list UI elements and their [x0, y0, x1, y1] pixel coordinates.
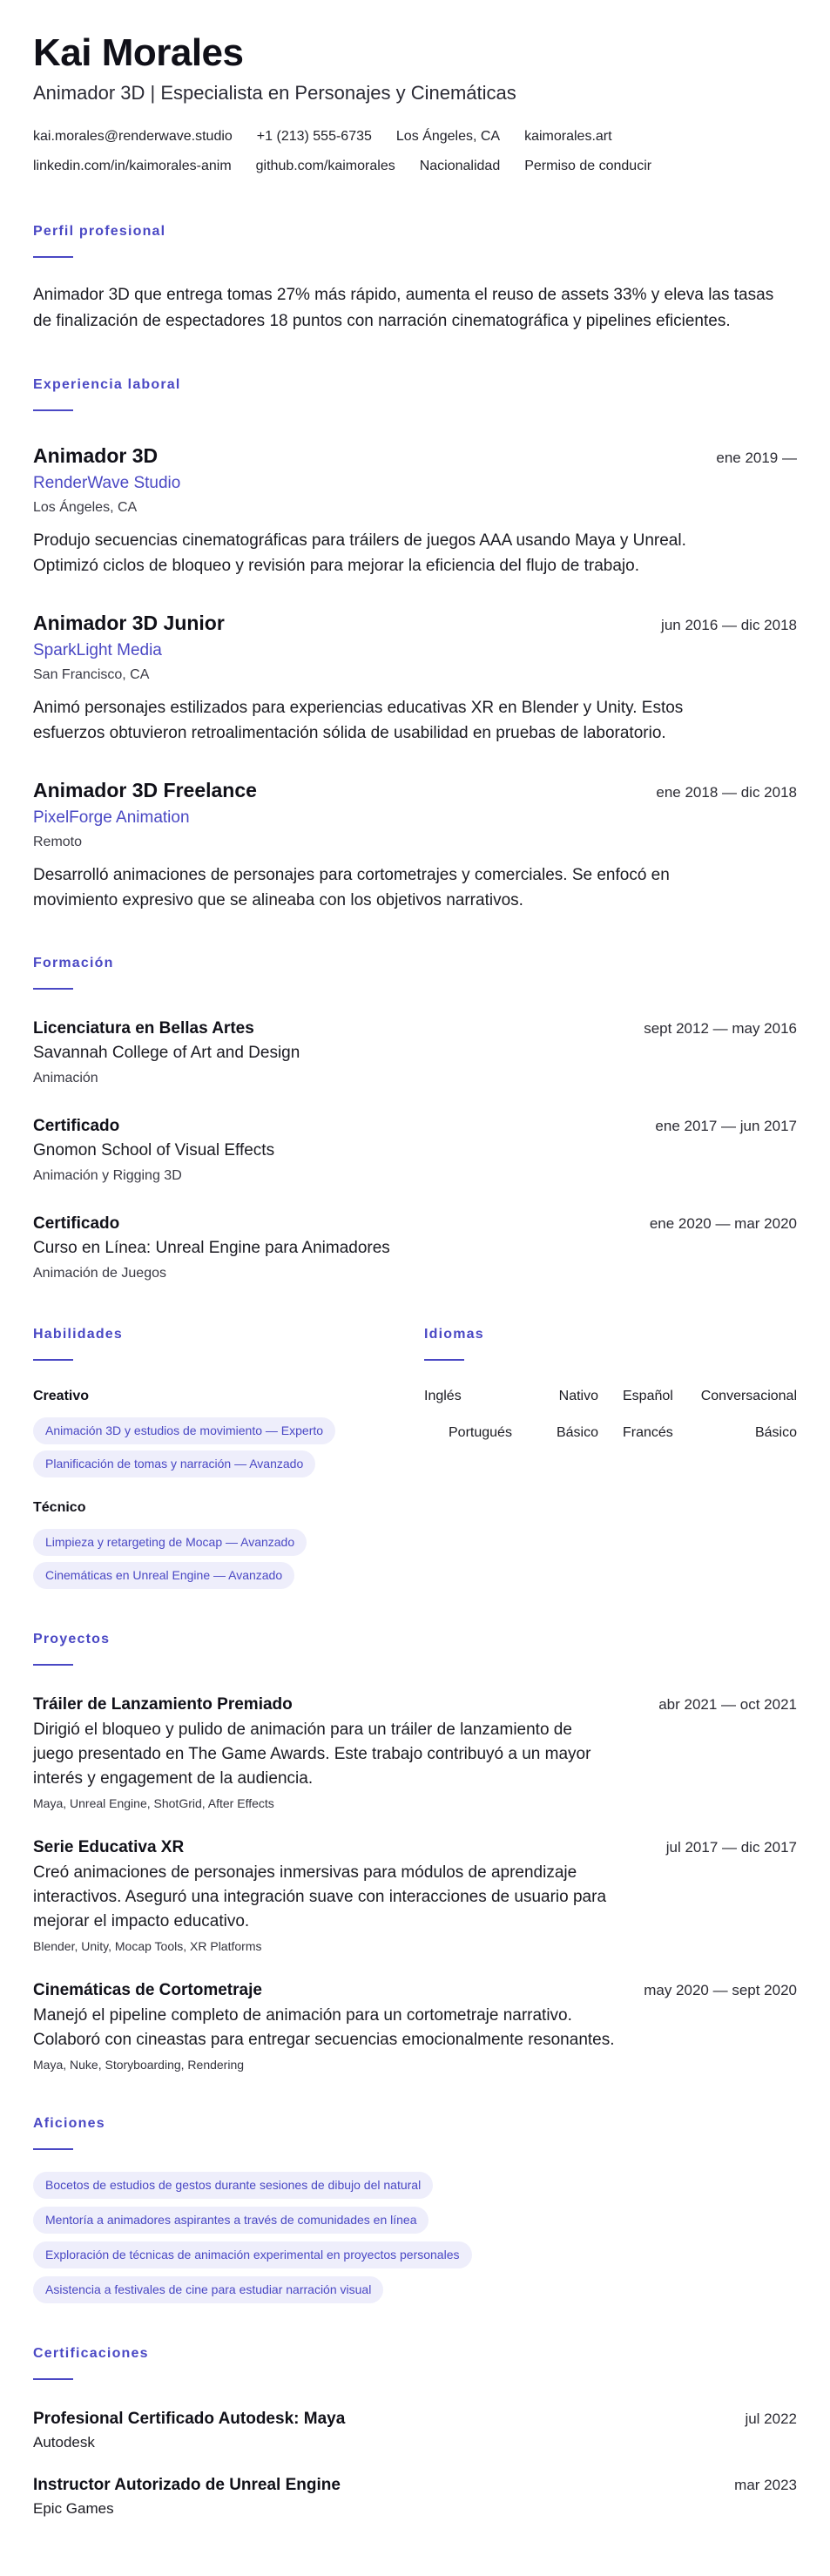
contact-email[interactable]: kai.morales@renderwave.studio: [33, 129, 233, 144]
candidate-headline: Animador 3D | Especialista en Personajes y Cinemáticas: [33, 82, 516, 104]
education-school: Savannah College of Art and Design: [33, 1044, 300, 1062]
language-item: [598, 1387, 797, 1406]
job-title: Animador 3D: [33, 444, 159, 467]
job-company: RenderWave Studio: [33, 474, 181, 492]
contact-list: [33, 122, 765, 181]
language-item: [598, 1423, 797, 1443]
project-tech: Maya, Unreal Engine, ShotGrid, After Effects: [33, 1796, 274, 1810]
section-divider: [33, 256, 73, 258]
section-title: Formación: [33, 956, 114, 970]
section-divider: [33, 2378, 73, 2380]
job-description: Animó personajes estilizados para experiencias educativas XR en Blender y Unity. Estos esfuerzos obtuvieron retroalimentación sólida de usabilidad en pruebas de laboratorio.: [33, 699, 684, 742]
certification-date: mar 2023: [734, 2477, 797, 2493]
certification-entry: [33, 2408, 797, 2453]
candidate-name: Kai Morales: [33, 31, 244, 74]
project-dates: may 2020 — sept 2020: [644, 1982, 797, 1998]
certification-entry: [33, 2474, 797, 2519]
section-divider: [424, 1359, 464, 1361]
hobby-pill: Bocetos de estudios de gestos durante sesiones de dibujo del natural: [33, 2172, 433, 2199]
project-description: Creó animaciones de personajes inmersivas para módulos de aprendizaje interactivos. Aseguró una integración suave con interacciones de usuario para mejorar el impacto educativo.: [33, 1863, 607, 1930]
section-divider: [33, 1664, 73, 1666]
contact-nationality: Nacionalidad: [419, 159, 501, 173]
project-entry: [33, 1836, 797, 1955]
language-name: Español: [623, 1389, 673, 1403]
skill-pill: Animación 3D y estudios de movimiento — Experto: [33, 1417, 335, 1444]
language-item: [424, 1387, 598, 1406]
hobby-pill: Asistencia a festivales de cine para estudiar narración visual: [33, 2276, 383, 2303]
education-school: Curso en Línea: Unreal Engine para Animadores: [33, 1239, 390, 1257]
certification-date: jul 2022: [745, 2410, 797, 2427]
section-divider: [33, 1359, 73, 1361]
education-entry: [33, 1115, 797, 1187]
education-degree: Certificado: [33, 1117, 120, 1135]
contact-location: Los Ángeles, CA: [395, 129, 501, 144]
project-title: Serie Educativa XR: [33, 1838, 185, 1856]
project-dates: jul 2017 — dic 2017: [665, 1839, 797, 1856]
skill-group: [33, 1523, 424, 1589]
education-field: Animación: [33, 1071, 98, 1085]
project-tech: Maya, Nuke, Storyboarding, Rendering: [33, 2058, 245, 2072]
skill-group: [33, 1411, 424, 1477]
education-dates: ene 2017 — jun 2017: [655, 1118, 797, 1134]
experience-section: [33, 376, 797, 913]
certification-issuer: Autodesk: [33, 2434, 95, 2451]
hobby-pill: Exploración de técnicas de animación experimental en proyectos personales: [33, 2241, 472, 2268]
hobby-pill: Mentoría a animadores aspirantes a través de comunidades en línea: [33, 2207, 428, 2234]
job-company: SparkLight Media: [33, 641, 162, 659]
summary-section: [33, 223, 797, 335]
language-name: Portugués: [449, 1425, 512, 1440]
language-level: Básico: [754, 1425, 797, 1440]
education-entry: [33, 1213, 797, 1284]
summary-text: Animador 3D que entrega tomas 27% más rápido, aumenta el reuso de assets 33% y eleva las tasas de finalización de espectadores 18 puntos con narración cinematográfica y pipelines eficientes.: [33, 286, 774, 330]
section-title: Experiencia laboral: [33, 377, 181, 392]
project-description: Manejó el pipeline completo de animación para un cortometraje narrativo. Colaboró con cineastas para entregar secuencias emocionalmente resonantes.: [33, 2006, 615, 2049]
job-title: Animador 3D Freelance: [33, 779, 257, 801]
language-list: [424, 1387, 797, 1443]
job-title: Animador 3D Junior: [33, 612, 225, 634]
skill-group-title: Creativo: [33, 1389, 90, 1403]
job-dates: ene 2019 —: [716, 450, 797, 466]
contact-linkedin[interactable]: linkedin.com/in/kaimorales-anim: [33, 159, 232, 173]
skills-languages-row: [33, 1326, 797, 1589]
project-entry: [33, 1694, 797, 1812]
job-description: Desarrolló animaciones de personajes para cortometrajes y comerciales. Se enfocó en movimiento expresivo que se alineaba con los objetivos narrativos.: [33, 866, 670, 909]
section-title: Habilidades: [33, 1327, 124, 1342]
job-entry: [33, 777, 797, 913]
certification-name: Profesional Certificado Autodesk: Maya: [33, 2410, 346, 2428]
section-title: Proyectos: [33, 1632, 111, 1646]
project-title: Tráiler de Lanzamiento Premiado: [33, 1695, 293, 1714]
skill-group-title: Técnico: [33, 1500, 86, 1515]
section-divider: [33, 409, 73, 411]
skill-pill: Cinemáticas en Unreal Engine — Avanzado: [33, 1562, 294, 1589]
language-level: Conversacional: [700, 1389, 797, 1403]
section-title: Perfil profesional: [33, 224, 166, 239]
contact-driving-license: Permiso de conducir: [524, 159, 652, 173]
job-location: San Francisco, CA: [33, 667, 150, 682]
job-dates: ene 2018 — dic 2018: [656, 784, 797, 801]
language-name: Francés: [623, 1425, 673, 1440]
language-level: Nativo: [558, 1389, 598, 1403]
section-divider: [33, 988, 73, 990]
section-title: Certificaciones: [33, 2346, 149, 2361]
job-company: PixelForge Animation: [33, 808, 190, 827]
project-title: Cinemáticas de Cortometraje: [33, 1981, 262, 1999]
skills-section: [33, 1326, 424, 1589]
languages-section: [424, 1326, 797, 1589]
project-tech: Blender, Unity, Mocap Tools, XR Platforms: [33, 1939, 262, 1953]
skill-pill: Planificación de tomas y narración — Avanzado: [33, 1450, 315, 1477]
contact-phone[interactable]: +1 (213) 555-6735: [256, 129, 372, 144]
language-item: [424, 1423, 598, 1443]
education-section: [33, 955, 797, 1284]
education-degree: Licenciatura en Bellas Artes: [33, 1019, 254, 1038]
contact-website[interactable]: kaimorales.art: [524, 129, 612, 144]
education-field: Animación de Juegos: [33, 1266, 166, 1281]
certifications-section: [33, 2345, 797, 2519]
job-entry: [33, 610, 797, 746]
education-dates: sept 2012 — may 2016: [644, 1020, 797, 1037]
education-school: Gnomon School of Visual Effects: [33, 1141, 275, 1160]
education-field: Animación y Rigging 3D: [33, 1168, 182, 1183]
certification-issuer: Epic Games: [33, 2500, 114, 2517]
resume-header: [33, 31, 797, 181]
section-title: Idiomas: [424, 1327, 484, 1342]
job-dates: jun 2016 — dic 2018: [661, 617, 797, 633]
job-location: Los Ángeles, CA: [33, 500, 138, 515]
project-entry: [33, 1979, 797, 2073]
education-degree: Certificado: [33, 1214, 120, 1233]
project-description: Dirigió el bloqueo y pulido de animación para un tráiler de lanzamiento de juego presentado en The Game Awards. Este trabajo contribuyó a un mayor interés y engagement de la audiencia.: [33, 1721, 591, 1788]
education-entry: [33, 1018, 797, 1089]
job-description: Produjo secuencias cinematográficas para tráilers de juegos AAA usando Maya y Unreal. Optimizó ciclos de bloqueo y revisión para mejorar la eficiencia del flujo de trabajo.: [33, 531, 686, 575]
project-dates: abr 2021 — oct 2021: [658, 1696, 797, 1713]
hobby-list: [33, 2164, 797, 2303]
contact-github[interactable]: github.com/kaimorales: [255, 159, 395, 173]
language-level: Básico: [556, 1425, 598, 1440]
job-entry: [33, 443, 797, 578]
job-location: Remoto: [33, 835, 83, 849]
projects-section: [33, 1631, 797, 2073]
certification-name: Instructor Autorizado de Unreal Engine: [33, 2476, 341, 2494]
hobbies-section: [33, 2115, 797, 2303]
section-title: Aficiones: [33, 2116, 105, 2131]
education-dates: ene 2020 — mar 2020: [649, 1215, 797, 1232]
language-name: Inglés: [424, 1389, 462, 1403]
section-divider: [33, 2148, 73, 2150]
skill-pill: Limpieza y retargeting de Mocap — Avanzado: [33, 1529, 307, 1556]
